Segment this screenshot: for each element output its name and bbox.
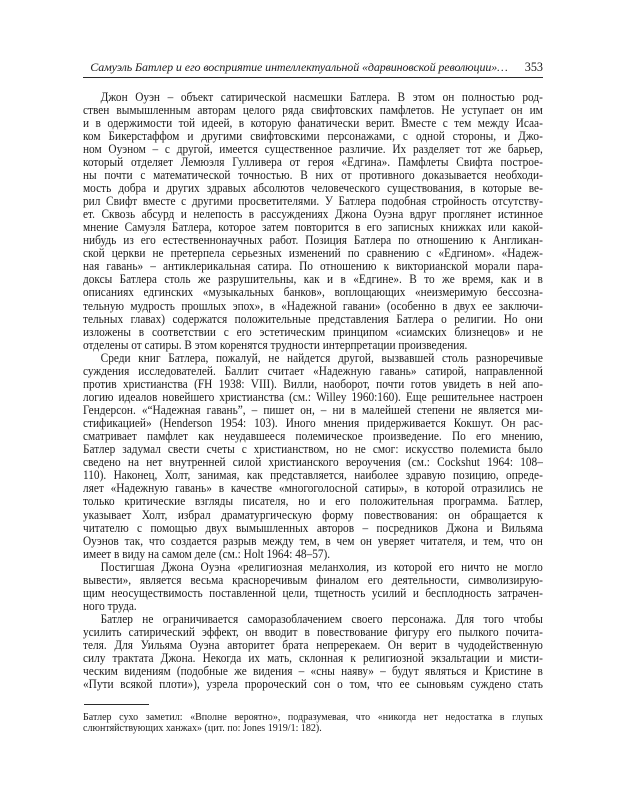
text-line: ны почти с математической точностью. В них от противного доказывается необходи- — [83, 167, 543, 182]
text-line: ляет «Надежную гавань» в качестве «многоголосной сатиры», в которой отразились не — [83, 481, 543, 496]
text-line: стификацией» (Henderson 1954: 103). Иного мнения придерживается Кокшут. Он рас- — [83, 416, 543, 431]
text-line: ческим видениям (подобные же видения – «сны наяву» – будут являться и Кристине в — [83, 664, 543, 679]
page-number: 353 — [524, 60, 543, 74]
text-line: сведено на нет внутренней силой христианского вероучения (см.: Cockshut 1964: 108– — [83, 455, 543, 470]
text-line: сматривает памфлет как неудавшееся полемическое произведение. По его мнению, — [83, 429, 543, 444]
text-line: отделены от сатиры. В этом коренятся трудности интерпретации произведения. — [83, 337, 468, 352]
text-line: изложены в соответствии с его эстетическим принципом «сиамских близнецов» и не — [83, 324, 543, 339]
text-line: ком Бикерстаффом и другими свифтовскими персонажами, с одной стороны, и Джо- — [83, 128, 543, 143]
text-line: силу трактата Джона. Некогда их мать, склонная к религиозной экзальтации и мисти- — [83, 651, 543, 666]
text-line: читателю с помощью двух вымышленных авторов – посредников Джона и Вильяма — [83, 520, 543, 535]
text-line: тельных главах) содержатся положительные представления Батлера о религии. Но они — [83, 311, 543, 326]
paragraph — [83, 352, 543, 561]
text-line: ет. Сквозь абсурд и нелепость в рассуждениях Джона Оуэна вдруг проглянет истинное — [83, 207, 543, 222]
footnote — [83, 712, 543, 734]
text-line: Батлер не ограничивается саморазоблачением своего персонажа. Для того чтобы — [100, 612, 543, 626]
text-line: ном Оуэном – с другой, имеется существенное различие. Их разделяет тот же барьер, — [83, 141, 543, 156]
text-line: суждения исследователей. Баллит считает «Надежную гавань» сатирой, направленной — [83, 363, 543, 378]
text-line: Батлер задумал свести счеты с христианством, но не смог: искусство полемиста было — [83, 442, 543, 457]
text-line: теля. Для Уильяма Оуэна авторитет брата непререкаем. Он верит в чудодейственную — [83, 638, 543, 653]
footnote-line: Батлер сухо заметил: «Вполне вероятно», подразумевая, что «никогда нет недостатка в глупых — [83, 710, 543, 723]
text-line: 110). Наконец, Холт, занимая, как представляется, наиболее здравую позицию, опреде- — [83, 468, 543, 483]
running-header-title: Самуэль Батлер и его восприятие интеллектуальной «дарвиновской революции»… — [90, 60, 508, 74]
paragraph — [83, 561, 543, 613]
text-line: против христианства (FH 1938: VIII). Вилли, наоборот, почти готов увидеть в ней апо- — [83, 376, 543, 391]
text-line: только критические взгляды писателя, но и его положительная программа. Батлер, — [83, 494, 543, 509]
body-text — [83, 91, 543, 692]
text-line: мнение Самуэля Батлера, которое затем повторится в его записных книжках или какой- — [83, 220, 543, 235]
text-line: «Пути всякой плоти»), узрела пророческий сон о том, что ее сыновьям суждено стать — [83, 677, 543, 692]
footnote-rule — [84, 704, 149, 705]
text-line: Постигшая Джона Оуэна «религиозная меланхолия, из которой его ничто не могло — [100, 559, 543, 574]
running-header — [83, 60, 543, 75]
text-line: щим неосуществимость поставленной цели, тщетность усилий и бесплодность затрачен- — [83, 585, 543, 600]
text-line: логию идеалов новейшего христианства (см.: Willey 1960:160). Еще решительнее настроен — [83, 389, 543, 404]
text-line: Гендерсон. «“Надежная гавань”, – пишет он, – ни в малейшей степени не является ми- — [83, 403, 543, 417]
text-line: доксы Батлера столь же разрушительны, как и в «Едгине». В то же время, как и в — [83, 272, 543, 287]
text-line: и в одержимости той идеей, в которую фанатически верит. Вместе с тем между Исаа- — [83, 115, 543, 130]
text-line: Оуэнов так, что создается разрыв между тем, в чем он уверяет читателя, и тем, что он — [83, 533, 543, 548]
text-line: Среди книг Батлера, пожалуй, не найдется другой, вызвавшей столь разноречивые — [100, 350, 543, 365]
text-line: мость добра и других здравых абсолютов человеческого существования, в которые ве- — [83, 180, 543, 195]
text-line: усилить сатирический эффект, он вводит в повествование фигуру его пылкого почита- — [83, 625, 543, 640]
text-line: ствен вымышленным авторам целого ряда свифтовских памфлетов. Не уступает он им — [83, 102, 543, 117]
text-line: указывает Холт, избрал драматургическую форму повествования: он обращается к — [83, 507, 543, 522]
text-line: описаниях едгинских «музыкальных банков», воплощающих «неизмеримую бессозна- — [83, 285, 543, 300]
text-line: который отделяет Лемюэля Гулливера от героя «Едгина». Памфлеты Свифта построе- — [83, 154, 543, 169]
text-line: ской церкви не претерпела серьезных изменений по сравнению с «Едгином». «Надеж- — [83, 246, 543, 261]
text-line: рил Свифт вместе с другими просветителями. У Батлера подобная стройность отсутству- — [83, 194, 543, 208]
text-line: ная гавань» – антиклерикальная сатира. По отношению к викторианской морали пара- — [83, 259, 543, 274]
text-line: имеет в виду на самом деле (см.: Holt 1964: 48–57). — [83, 546, 331, 561]
text-line: ного труда. — [83, 598, 137, 613]
text-line: тельную мудрость прошлых эпох», в «Надежной гавани» (особенно в двух ее заключи- — [83, 298, 543, 313]
paragraph — [83, 91, 543, 352]
footnote-line: слюнтяйствующих ханжах» (цит. по: Jones 1919/1: 182). — [83, 721, 322, 734]
paragraph — [83, 613, 543, 691]
header-rule — [83, 77, 543, 78]
text-line: вывести», является весьма красноречивым финалом его деятельности, символизирую- — [83, 572, 543, 587]
text-line: нибудь из его естественнонаучных работ. Позиция Батлера по отношению к Англикан- — [83, 233, 543, 248]
text-line: Джон Оуэн – объект сатирической насмешки Батлера. В этом он полностью род- — [100, 89, 543, 104]
